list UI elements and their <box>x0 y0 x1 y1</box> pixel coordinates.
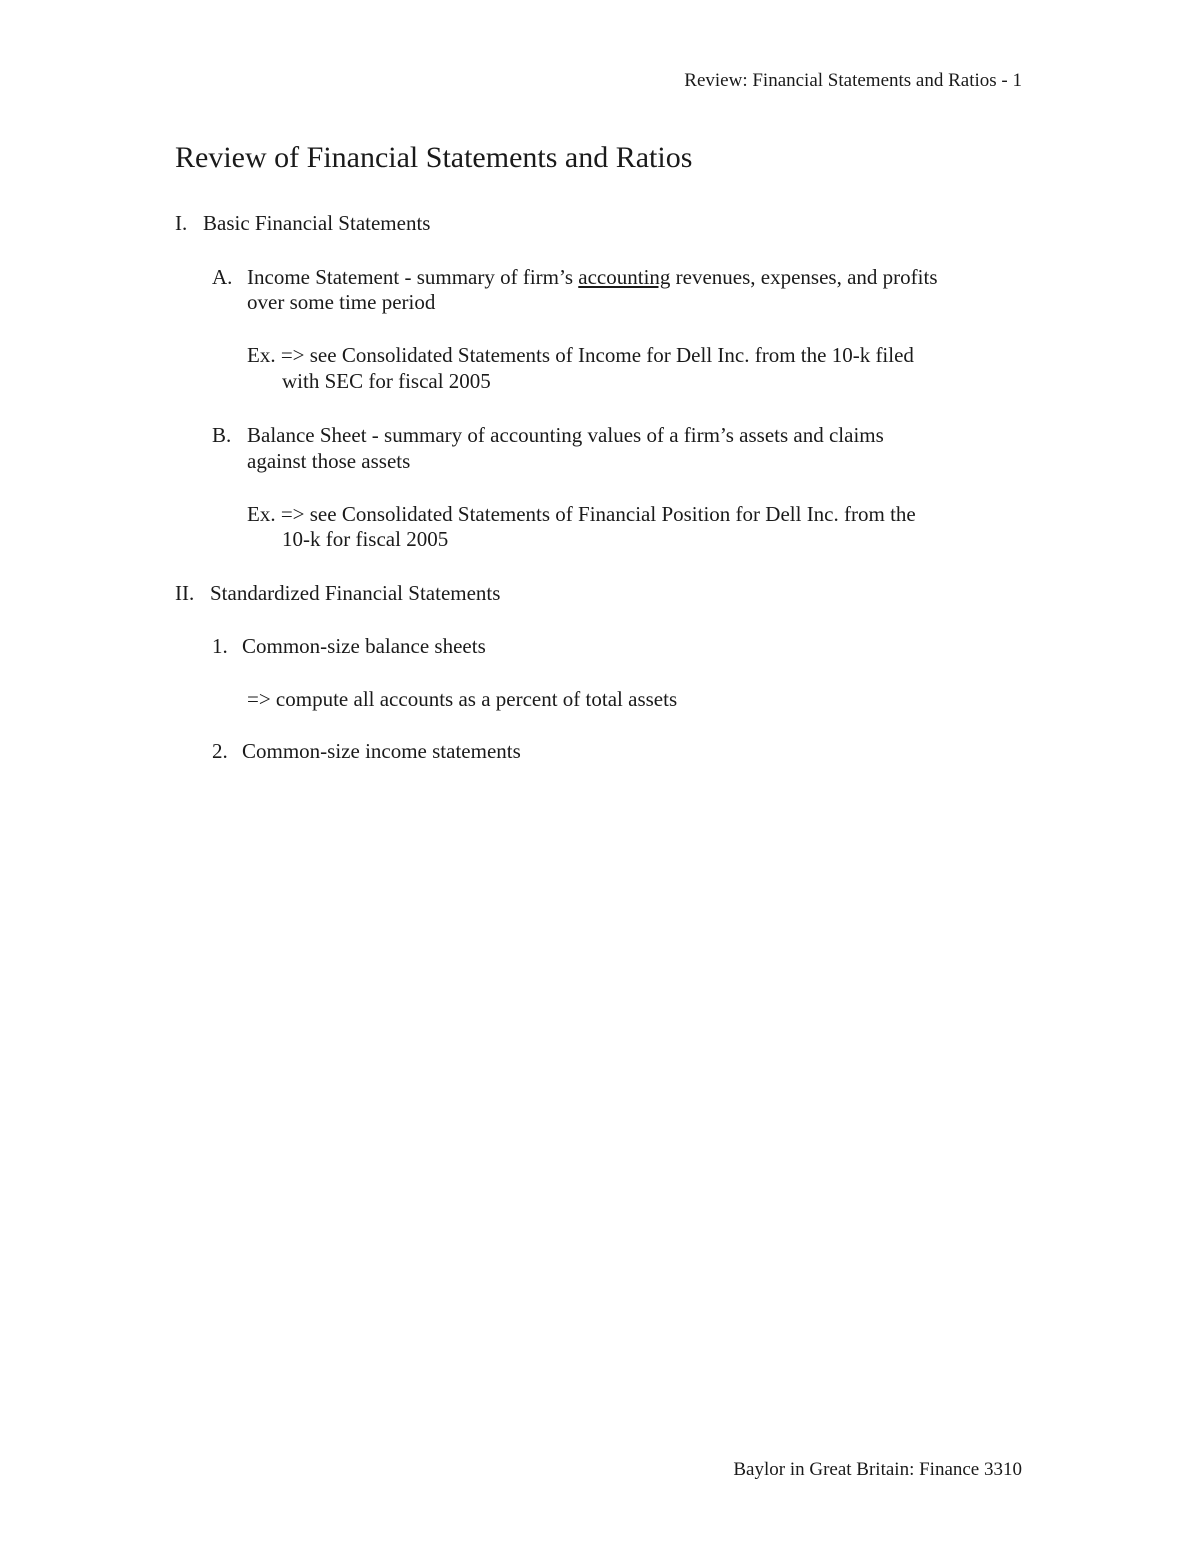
item-2-marker: 2. <box>212 739 228 763</box>
item-a-line1-post: revenues, expenses, and profits <box>670 265 938 289</box>
item-a-line2: over some time period <box>247 290 436 314</box>
section-1-marker: I. <box>175 211 188 235</box>
item-a-example-line1: Ex. => see Consolidated Statements of Income for Dell Inc. from the 10-k filed <box>247 343 914 367</box>
item-b-line2: against those assets <box>247 449 411 473</box>
item-a-line1 <box>247 265 938 290</box>
item-2-text: Common-size income statements <box>242 739 521 763</box>
item-a-line1-pre: Income Statement - summary of firm’s <box>247 265 579 289</box>
item-b-line1: Balance Sheet - summary of accounting values of a firm’s assets and claims <box>247 423 884 447</box>
section-2-marker: II. <box>175 581 195 605</box>
item-b-marker: B. <box>212 423 232 447</box>
item-1-note: => compute all accounts as a percent of total assets <box>247 687 678 711</box>
section-2-heading: Standardized Financial Statements <box>210 581 501 605</box>
item-a-example-line2: with SEC for fiscal 2005 <box>282 369 491 393</box>
running-header: Review: Financial Statements and Ratios - 1 <box>684 70 1022 91</box>
page-footer: Baylor in Great Britain: Finance 3310 <box>733 1459 1022 1480</box>
item-a-underlined-word: accounting <box>578 265 671 289</box>
item-b-example-line1: Ex. => see Consolidated Statements of Financial Position for Dell Inc. from the <box>247 502 916 526</box>
item-1-marker: 1. <box>212 634 228 658</box>
section-1-heading: Basic Financial Statements <box>203 211 431 235</box>
item-a-marker: A. <box>212 265 233 289</box>
item-1-text: Common-size balance sheets <box>242 634 486 658</box>
page-title: Review of Financial Statements and Ratios <box>175 141 693 174</box>
item-b-example-line2: 10-k for fiscal 2005 <box>282 527 449 551</box>
